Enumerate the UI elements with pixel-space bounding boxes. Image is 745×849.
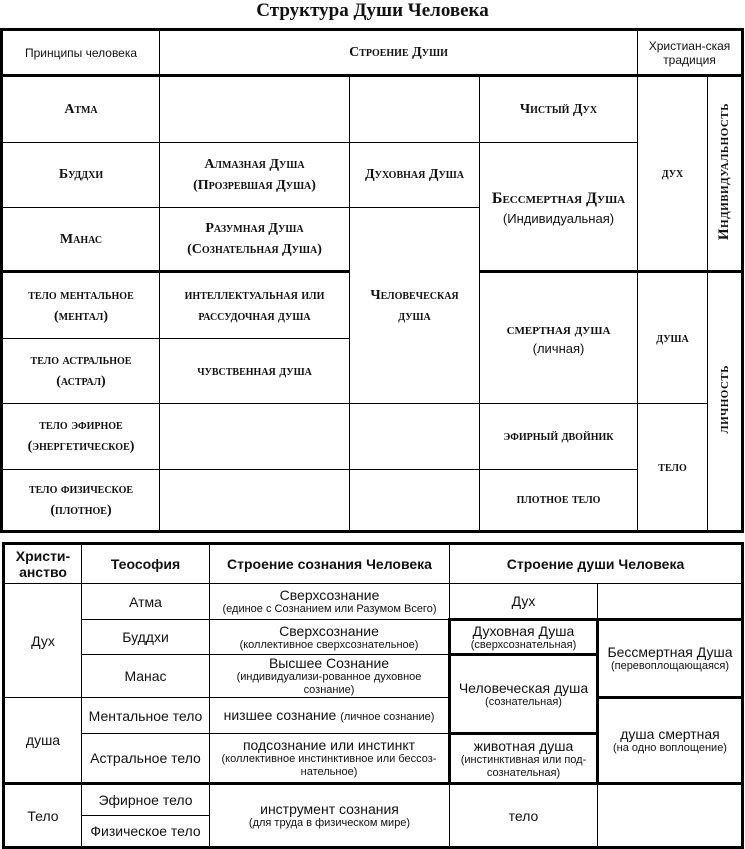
principle-atma: Атма	[2, 76, 160, 142]
group-soul: душа	[4, 698, 82, 784]
soul-main: Духовная Душа	[472, 622, 575, 639]
spiritual-soul	[450, 620, 598, 655]
theosophy-atma: Атма	[82, 584, 210, 620]
dense-body: плотное тело	[480, 469, 638, 531]
header-theosophy: Теософия	[82, 544, 210, 584]
group-body: Тело	[4, 784, 82, 848]
consciousness-6	[210, 784, 450, 848]
empty-cell	[160, 76, 350, 142]
header-soul-structure: Строение Души	[160, 30, 638, 76]
header-christian-tradition: Христиан-ская традиция	[638, 30, 743, 76]
empty-cell	[598, 584, 743, 620]
immortal-soul-label: Бессмертная Душа	[491, 190, 626, 208]
diamond-soul: Алмазная Душа (Прозревшая Душа)	[160, 142, 350, 207]
consciousness-main: Сверхсознание	[279, 587, 380, 603]
consciousness-2	[210, 620, 450, 655]
consciousness-5	[210, 734, 450, 784]
theosophy-buddhi: Буддхи	[82, 620, 210, 655]
theosophy-physical: Физическое тело	[82, 816, 210, 848]
empty-cell	[350, 469, 480, 531]
principle-astral: тело астральное (астрал)	[2, 338, 160, 403]
principle-manas: Манас	[2, 208, 160, 272]
principle-physical: тело физическое (плотное)	[2, 469, 160, 531]
empty-cell	[160, 469, 350, 531]
theosophy-manas: Манас	[82, 655, 210, 698]
consciousness-main: Сверхсознание	[279, 622, 379, 639]
principle-mental: тело ментальное (ментал)	[2, 272, 160, 338]
theosophy-mental: Ментальное тело	[82, 698, 210, 734]
principle-etheric: тело эфирное (энергетическое)	[2, 404, 160, 469]
soul-sub: (перевоплощающаяся)	[610, 660, 730, 672]
soul-main: Бессмертная Душа	[607, 644, 733, 660]
soul-body: тело	[450, 784, 598, 848]
soul-sub: (сознательная)	[485, 695, 562, 708]
consciousness-main: Высшее Сознание	[268, 655, 390, 671]
immortal-soul-note: (Индивидуальная)	[502, 211, 615, 227]
human-soul: Человеческая душа	[350, 208, 480, 404]
mortal-soul-label: смертная душа	[506, 322, 611, 339]
empty-cell	[350, 404, 480, 469]
christian-spirit: дух	[638, 76, 708, 272]
consciousness-sub: (коллективное сверхсознательное)	[239, 638, 419, 651]
header-consciousness: Строение сознания Человека	[210, 544, 450, 584]
soul-sub: (сверхсознательная)	[470, 638, 577, 651]
consciousness-sub: (коллективное инстинктивное или бессоз-нательное)	[221, 753, 437, 778]
soul-main: душа смертная	[620, 726, 720, 742]
soul-spirit: Дух	[450, 584, 598, 620]
christian-body: тело	[638, 404, 708, 532]
individuality-label: Индивидуальность	[708, 76, 743, 272]
theosophy-astral: Астральное тело	[82, 734, 210, 784]
soul-sub: (на одно воплощение)	[613, 742, 727, 754]
consciousness-sub: (единое с Сознанием или Разумом Всего)	[222, 603, 437, 615]
group-spirit: Дух	[4, 584, 82, 698]
soul-structure-table	[0, 28, 744, 533]
christian-soul: душа	[638, 272, 708, 404]
immortal-soul	[598, 620, 743, 698]
empty-cell	[350, 76, 480, 142]
sensual-soul: чувственная душа	[160, 338, 350, 403]
human-soul	[450, 655, 598, 734]
empty-cell	[160, 404, 350, 469]
consciousness-main: низшее сознание (личное сознание)	[223, 706, 435, 723]
consciousness-main: подсознание или инстинкт	[242, 737, 416, 753]
principle-buddhi: Буддхи	[2, 142, 160, 207]
consciousness-1	[210, 584, 450, 620]
mortal-soul	[480, 272, 638, 404]
consciousness-sub: (индивидуализи-рованное духовное сознание)	[236, 671, 422, 696]
mortal-soul	[598, 698, 743, 784]
header-soul-structure: Строение души Человека	[450, 544, 743, 584]
empty-cell	[598, 784, 743, 848]
consciousness-table	[2, 542, 744, 849]
etheric-double: эфирный двойник	[480, 404, 638, 469]
soul-main: Человеческая душа	[458, 679, 589, 696]
page-title: Структура Души Человека	[256, 0, 489, 21]
consciousness-sub: (для труда в физическом мире)	[248, 817, 411, 829]
intellectual-soul: интеллектуальная или рассудочная душа	[160, 272, 350, 338]
mortal-soul-note: (личная)	[532, 341, 585, 357]
personality-label: личность	[708, 272, 743, 532]
consciousness-main: инструмент сознания	[260, 801, 399, 817]
immortal-soul	[480, 142, 638, 272]
animal-soul	[450, 734, 598, 784]
rational-soul: Разумная Душа (Сознательная Душа)	[160, 208, 350, 272]
soul-main: животная душа	[473, 737, 574, 754]
consciousness-3	[210, 655, 450, 698]
consciousness-4	[210, 698, 450, 734]
header-principles: Принципы человека	[2, 30, 160, 76]
theosophy-etheric: Эфирное тело	[82, 784, 210, 816]
header-christianity: Христи-анство	[4, 544, 82, 584]
pure-spirit-cell: Чистый Дух	[480, 76, 638, 142]
soul-sub: (инстинктивная или под-сознательная)	[460, 753, 587, 779]
spiritual-soul: Духовная Душа	[350, 142, 480, 207]
